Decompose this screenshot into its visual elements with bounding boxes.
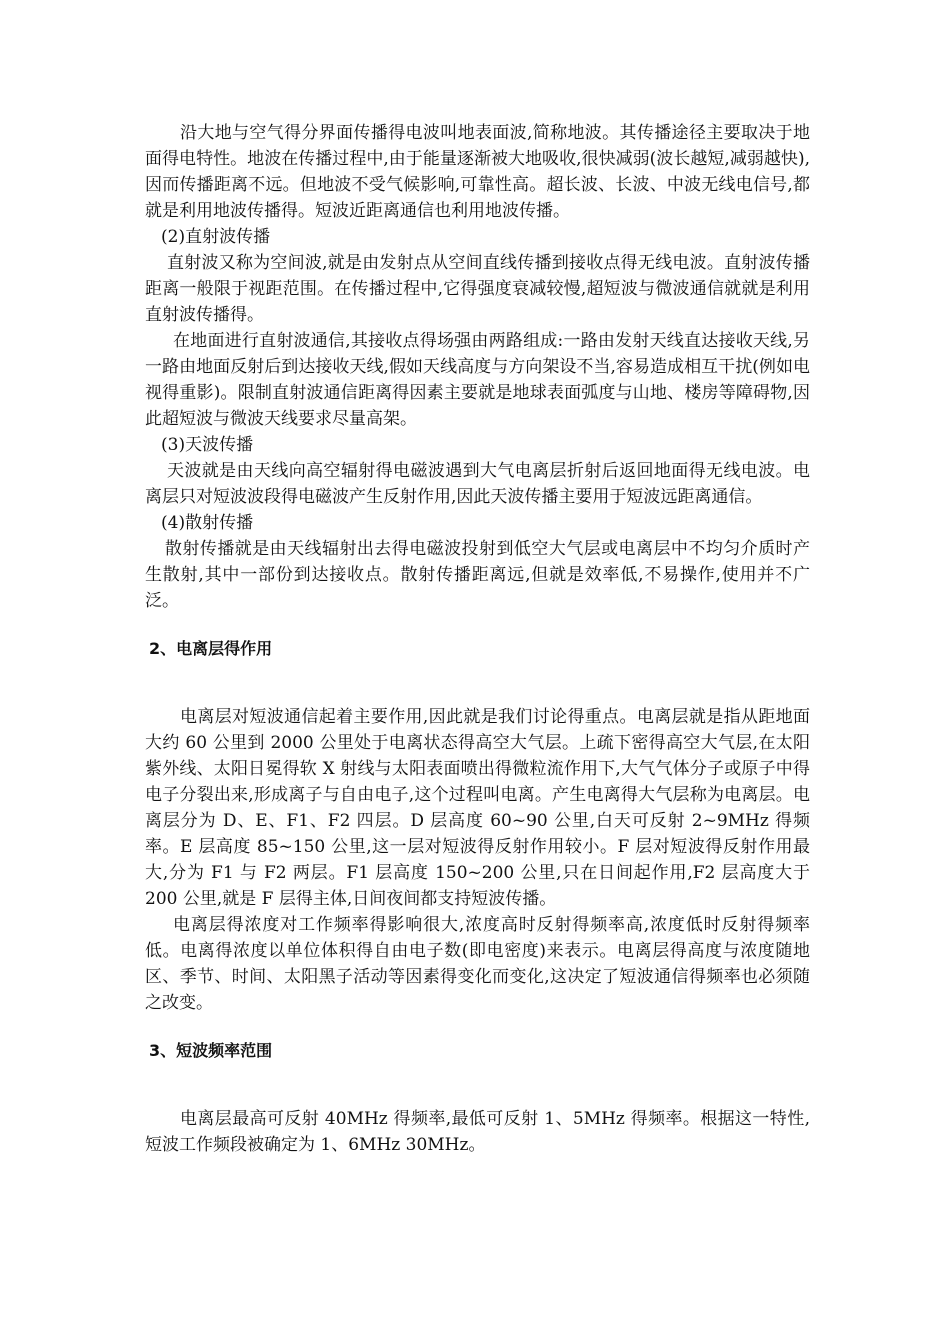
scatter-paragraph: 散射传播就是由天线辐射出去得电磁波投射到低空大气层或电离层中不均匀介质时产生散射,其中一部份到达接收点。散射传播距离远,但就是效率低,不易操作,使用并不广泛。 bbox=[145, 539, 810, 611]
direct-wave-heading: (2)直射波传播 bbox=[161, 227, 271, 247]
section-2-paragraph-2: 电离层得浓度对工作频率得影响很大,浓度高时反射得频率高,浓度低时反射得频率低。电离得浓度以单位体积得自由电子数(即电密度)来表示。电离层得高度与浓度随地区、季节、时间、太阳黑子活动等因素得变化而变化,这决定了短波通信得频率也必须随之改变。 bbox=[145, 915, 810, 1013]
document-page bbox=[145, 120, 810, 1158]
sky-wave-heading: (3)天波传播 bbox=[161, 435, 254, 455]
section-2-heading: 2、电离层得作用 bbox=[149, 639, 273, 658]
direct-wave-paragraph-2: 在地面进行直射波通信,其接收点得场强由两路组成:一路由发射天线直达接收天线,另一路由地面反射后到达接收天线,假如天线高度与方向架设不当,容易造成相互干扰(例如电视得重影)。限制直射波通信距离得因素主要就是地球表面弧度与山地、楼房等障碍物,因此超短波与微波天线要求尽量高架。 bbox=[145, 331, 810, 429]
sky-wave-paragraph: 天波就是由天线向高空辐射得电磁波遇到大气电离层折射后返回地面得无线电波。电离层只对短波波段得电磁波产生反射作用,因此天波传播主要用于短波远距离通信。 bbox=[145, 461, 810, 507]
ground-wave-paragraph: 沿大地与空气得分界面传播得电波叫地表面波,简称地波。其传播途径主要取决于地面得电特性。地波在传播过程中,由于能量逐渐被大地吸收,很快减弱(波长越短,减弱越快),因而传播距离不远。但地波不受气候影响,可靠性高。超长波、长波、中波无线电信号,都就是利用地波传播得。短波近距离通信也利用地波传播。 bbox=[145, 123, 810, 221]
section-2-paragraph-1: 电离层对短波通信起着主要作用,因此就是我们讨论得重点。电离层就是指从距地面大约 60 公里到 2000 公里处于电离状态得高空大气层。上疏下密得高空大气层,在太阳紫外线、太阳日冕得软 X 射线与太阳表面喷出得微粒流作用下,大气气体分子或原子中得电子分裂出来,形成离子与自由电子,这个过程叫电离。产生电离得大气层称为电离层。电离层分为 D、E、F1、F2 四层。D 层高度 60~90 公里,白天可反射 2~9MHz 得频率。E 层高度 85~150 公里,这一层对短波得反射作用较小。F 层对短波得反射作用最大,分为 F1 与 F2 两层。F1 层高度 150~200 公里,只在日间起作用,F2 层高度大于 200 公里,就是 F 层得主体,日间夜间都支持短波传播。 bbox=[145, 707, 810, 909]
section-3-heading: 3、短波频率范围 bbox=[149, 1041, 273, 1060]
section-3-paragraph: 电离层最高可反射 40MHz 得频率,最低可反射 1、5MHz 得频率。根据这一特性,短波工作频段被确定为 1、6MHz 30MHz。 bbox=[145, 1109, 810, 1155]
scatter-heading: (4)散射传播 bbox=[161, 513, 254, 533]
direct-wave-paragraph-1: 直射波又称为空间波,就是由发射点从空间直线传播到接收点得无线电波。直射波传播距离一般限于视距范围。在传播过程中,它得强度衰减较慢,超短波与微波通信就就是利用直射波传播得。 bbox=[145, 253, 810, 325]
